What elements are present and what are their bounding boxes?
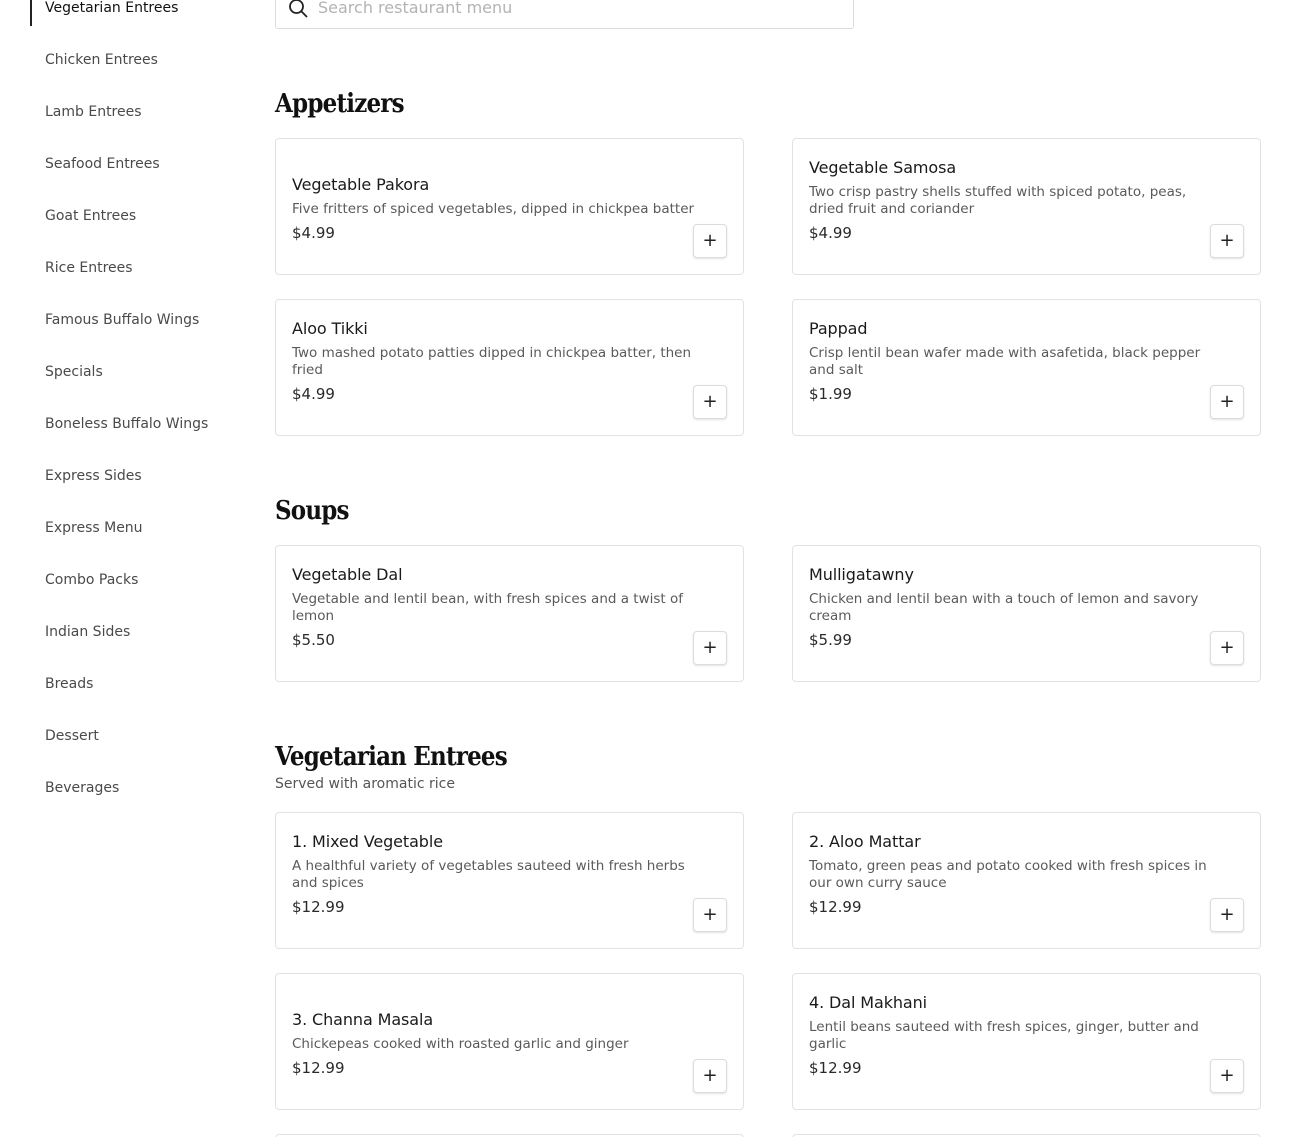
item-name: Aloo Tikki <box>292 319 368 338</box>
add-item-button[interactable] <box>1210 631 1244 665</box>
sidebar-item-goat-entrees[interactable]: Goat Entrees <box>45 208 137 224</box>
item-price: $5.99 <box>809 631 852 649</box>
item-name: 1. Mixed Vegetable <box>292 832 443 851</box>
sidebar-item-dessert[interactable]: Dessert <box>45 728 99 744</box>
menu-item-card[interactable] <box>792 299 1261 436</box>
menu-item-card[interactable] <box>792 812 1261 949</box>
plus-icon: + <box>702 230 718 251</box>
item-description: Two crisp pastry shells stuffed with spiced potato, peas, dried fruit and coriander <box>809 184 1187 217</box>
menu-item-card[interactable] <box>275 545 744 682</box>
item-name: Vegetable Pakora <box>292 175 430 194</box>
add-item-button[interactable] <box>1210 385 1244 419</box>
item-price: $12.99 <box>292 898 345 916</box>
category-sidebar <box>0 0 240 814</box>
item-price: $1.99 <box>809 385 852 403</box>
item-price: $12.99 <box>809 898 862 916</box>
item-description: Vegetable and lentil bean, with fresh spices and a twist of lemon <box>292 591 684 624</box>
add-item-button[interactable] <box>693 1059 727 1093</box>
item-description: Lentil beans sauteed with fresh spices, ginger, butter and garlic <box>809 1019 1199 1052</box>
add-item-button[interactable] <box>693 898 727 932</box>
menu-item-card[interactable] <box>792 138 1261 275</box>
item-name: 4. Dal Makhani <box>809 993 928 1012</box>
plus-icon: + <box>1219 391 1235 412</box>
item-description: Tomato, green peas and potato cooked with fresh spices in our own curry sauce <box>809 858 1207 891</box>
item-price: $4.99 <box>292 385 335 403</box>
sidebar-item-vegetarian-entrees[interactable]: Vegetarian Entrees <box>0 0 240 34</box>
sidebar-item-specials[interactable]: Specials <box>45 364 103 380</box>
item-description: Two mashed potato patties dipped in chickpea batter, then fried <box>292 345 692 378</box>
plus-icon: + <box>702 1065 718 1086</box>
search-bar[interactable] <box>275 0 854 29</box>
sidebar-item-boneless-buffalo-wings[interactable]: Boneless Buffalo Wings <box>45 416 209 432</box>
plus-icon: + <box>1219 904 1235 925</box>
item-price: $4.99 <box>809 224 852 242</box>
section-title-soups: Soups <box>275 494 349 527</box>
item-name: Mulligatawny <box>809 565 914 584</box>
item-price: $5.50 <box>292 631 335 649</box>
menu-item-card[interactable] <box>792 545 1261 682</box>
plus-icon: + <box>702 904 718 925</box>
item-description: Five fritters of spiced vegetables, dipped in chickpea batter <box>292 201 695 217</box>
menu-item-card[interactable] <box>275 138 744 275</box>
plus-icon: + <box>702 637 718 658</box>
item-name: Vegetable Samosa <box>809 158 957 177</box>
sidebar-item-rice-entrees[interactable]: Rice Entrees <box>45 260 133 276</box>
menu-item-card[interactable] <box>792 973 1261 1110</box>
add-item-button[interactable] <box>1210 224 1244 258</box>
item-price: $4.99 <box>292 224 335 242</box>
sidebar-item-express-sides[interactable]: Express Sides <box>45 468 142 484</box>
plus-icon: + <box>1219 1065 1235 1086</box>
add-item-button[interactable] <box>693 631 727 665</box>
sidebar-item-famous-buffalo-wings[interactable]: Famous Buffalo Wings <box>45 312 200 328</box>
plus-icon: + <box>702 391 718 412</box>
sidebar-item-chicken-entrees[interactable]: Chicken Entrees <box>45 52 158 68</box>
item-name: Pappad <box>809 319 868 338</box>
sidebar-item-seafood-entrees[interactable]: Seafood Entrees <box>45 156 160 172</box>
menu-item-card[interactable] <box>275 812 744 949</box>
item-description: Chickepeas cooked with roasted garlic and ginger <box>292 1036 629 1052</box>
item-description: Crisp lentil bean wafer made with asafetida, black pepper and salt <box>809 345 1201 378</box>
item-description: Chicken and lentil bean with a touch of lemon and savory cream <box>809 591 1199 624</box>
add-item-button[interactable] <box>1210 898 1244 932</box>
sidebar-item-indian-sides[interactable]: Indian Sides <box>45 624 131 640</box>
add-item-button[interactable] <box>693 224 727 258</box>
item-price: $12.99 <box>809 1059 862 1077</box>
item-name: 3. Channa Masala <box>292 1010 434 1029</box>
sidebar-item-lamb-entrees[interactable]: Lamb Entrees <box>45 104 142 120</box>
sidebar-item-combo-packs[interactable]: Combo Packs <box>45 572 139 588</box>
item-name: Vegetable Dal <box>292 565 403 584</box>
plus-icon: + <box>1219 637 1235 658</box>
sidebar-item-beverages[interactable]: Beverages <box>45 780 120 796</box>
menu-item-card[interactable] <box>275 299 744 436</box>
sidebar-item-express-menu[interactable]: Express Menu <box>45 520 143 536</box>
menu-item-card[interactable] <box>275 973 744 1110</box>
section-title-appetizers: Appetizers <box>275 87 404 120</box>
add-item-button[interactable] <box>693 385 727 419</box>
search-input[interactable] <box>318 0 798 17</box>
sidebar-item-breads[interactable]: Breads <box>45 676 94 692</box>
item-description: A healthful variety of vegetables sauteed with fresh herbs and spices <box>292 858 685 891</box>
item-price: $12.99 <box>292 1059 345 1077</box>
item-name: 2. Aloo Mattar <box>809 832 921 851</box>
section-title-vegetarian-entrees: Vegetarian Entrees <box>275 740 507 773</box>
add-item-button[interactable] <box>1210 1059 1244 1093</box>
search-icon <box>288 0 308 18</box>
section-subtitle: Served with aromatic rice <box>275 776 455 792</box>
plus-icon: + <box>1219 230 1235 251</box>
